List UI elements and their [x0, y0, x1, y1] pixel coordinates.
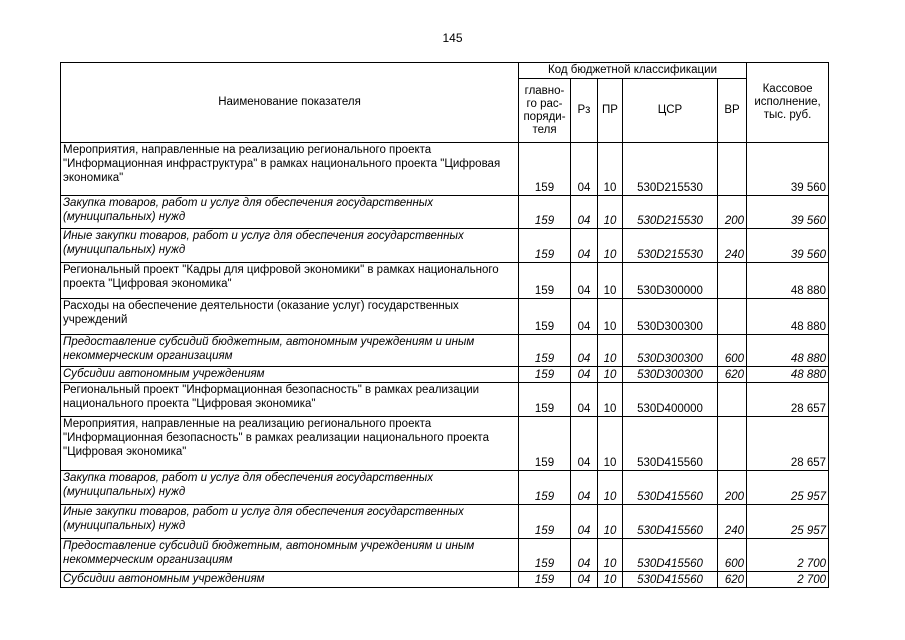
row-vr-cell [718, 383, 747, 417]
row-pr-cell: 10 [598, 572, 623, 588]
row-amount-cell: 28 657 [747, 383, 829, 417]
row-csr-cell: 530D215530 [623, 229, 718, 263]
row-csr-cell: 530D215530 [623, 196, 718, 229]
header-glrs [519, 79, 571, 143]
row-pr-cell: 10 [598, 143, 623, 196]
row-name-cell: Региональный проект "Кадры для цифровой экономики" в рамках национального проекта "Цифровая экономика" [61, 263, 519, 299]
row-pr-cell: 10 [598, 539, 623, 572]
row-pr-cell: 10 [598, 335, 623, 367]
row-glrs-cell: 159 [519, 572, 571, 588]
row-vr-cell [718, 299, 747, 335]
table-row [61, 229, 829, 263]
header-glrs-line: поряди- [523, 110, 566, 123]
header-csr: ЦСР [623, 79, 718, 143]
row-amount-cell: 2 700 [747, 572, 829, 588]
header-code-group: Код бюджетной классификации [519, 63, 747, 79]
table-body [61, 143, 829, 588]
row-pr-cell: 10 [598, 383, 623, 417]
row-csr-cell: 530D415560 [623, 572, 718, 588]
header-amount [747, 63, 829, 143]
row-glrs-cell: 159 [519, 539, 571, 572]
table-row [61, 471, 829, 505]
table-row [61, 196, 829, 229]
row-rz-cell: 04 [571, 143, 598, 196]
row-amount-cell: 2 700 [747, 539, 829, 572]
row-rz-cell: 04 [571, 539, 598, 572]
row-vr-cell: 200 [718, 471, 747, 505]
row-name-cell: Субсидии автономным учреждениям [61, 572, 519, 588]
row-name-cell: Предоставление субсидий бюджетным, автономным учреждениям и иным некоммерческим организациям [61, 335, 519, 367]
table-row [61, 505, 829, 539]
row-glrs-cell: 159 [519, 263, 571, 299]
row-pr-cell: 10 [598, 196, 623, 229]
row-pr-cell: 10 [598, 417, 623, 471]
row-name-cell: Мероприятия, направленные на реализацию регионального проекта "Информационная инфраструктура" в рамках национального проекта "Цифровая экономика" [61, 143, 519, 196]
row-csr-cell: 530D415560 [623, 505, 718, 539]
row-name-cell: Региональный проект "Информационная безопасность" в рамках реализации национального проекта "Цифровая экономика" [61, 383, 519, 417]
row-glrs-cell: 159 [519, 417, 571, 471]
row-rz-cell: 04 [571, 299, 598, 335]
row-pr-cell: 10 [598, 229, 623, 263]
row-csr-cell: 530D415560 [623, 471, 718, 505]
row-amount-cell: 48 880 [747, 367, 829, 383]
header-glrs-line: теля [532, 123, 557, 136]
row-csr-cell: 530D400000 [623, 383, 718, 417]
row-amount-cell: 48 880 [747, 335, 829, 367]
row-vr-cell [718, 263, 747, 299]
row-pr-cell: 10 [598, 299, 623, 335]
row-csr-cell: 530D215530 [623, 143, 718, 196]
table-row [61, 299, 829, 335]
row-rz-cell: 04 [571, 383, 598, 417]
row-pr-cell: 10 [598, 367, 623, 383]
row-pr-cell: 10 [598, 471, 623, 505]
row-amount-cell: 25 957 [747, 505, 829, 539]
budget-table [60, 62, 829, 588]
row-pr-cell: 10 [598, 505, 623, 539]
row-amount-cell: 48 880 [747, 299, 829, 335]
table-row [61, 383, 829, 417]
row-name-cell: Субсидии автономным учреждениям [61, 367, 519, 383]
row-name-cell: Предоставление субсидий бюджетным, автономным учреждениям и иным некоммерческим организациям [61, 539, 519, 572]
table-row [61, 572, 829, 588]
header-rz: Рз [571, 79, 598, 143]
row-name-cell: Иные закупки товаров, работ и услуг для обеспечения государственных (муниципальных) нужд [61, 229, 519, 263]
table-row [61, 335, 829, 367]
row-rz-cell: 04 [571, 229, 598, 263]
row-glrs-cell: 159 [519, 196, 571, 229]
table-row [61, 417, 829, 471]
row-vr-cell [718, 143, 747, 196]
row-rz-cell: 04 [571, 572, 598, 588]
row-name-cell: Расходы на обеспечение деятельности (оказание услуг) государственных учреждений [61, 299, 519, 335]
row-rz-cell: 04 [571, 471, 598, 505]
row-csr-cell: 530D300300 [623, 299, 718, 335]
row-amount-cell: 25 957 [747, 471, 829, 505]
row-vr-cell: 200 [718, 196, 747, 229]
row-csr-cell: 530D415560 [623, 417, 718, 471]
row-amount-cell: 39 560 [747, 143, 829, 196]
row-name-cell: Закупка товаров, работ и услуг для обеспечения государственных (муниципальных) нужд [61, 471, 519, 505]
header-glrs-line: главно- [524, 84, 565, 97]
row-vr-cell: 620 [718, 572, 747, 588]
row-rz-cell: 04 [571, 335, 598, 367]
row-rz-cell: 04 [571, 417, 598, 471]
row-name-cell: Закупка товаров, работ и услуг для обеспечения государственных (муниципальных) нужд [61, 196, 519, 229]
row-glrs-cell: 159 [519, 143, 571, 196]
row-glrs-cell: 159 [519, 335, 571, 367]
row-csr-cell: 530D300300 [623, 335, 718, 367]
row-pr-cell: 10 [598, 263, 623, 299]
row-glrs-cell: 159 [519, 367, 571, 383]
row-amount-cell: 48 880 [747, 263, 829, 299]
header-amount-line: тыс. руб. [763, 109, 812, 121]
row-amount-cell: 28 657 [747, 417, 829, 471]
row-glrs-cell: 159 [519, 505, 571, 539]
row-name-cell: Мероприятия, направленные на реализацию регионального проекта "Информационная безопасность" в рамках реализации национального проекта "Цифровая экономика" [61, 417, 519, 471]
row-vr-cell: 600 [718, 335, 747, 367]
row-vr-cell: 620 [718, 367, 747, 383]
row-vr-cell [718, 417, 747, 471]
row-vr-cell: 240 [718, 229, 747, 263]
row-glrs-cell: 159 [519, 229, 571, 263]
row-amount-cell: 39 560 [747, 229, 829, 263]
header-amount-line: исполнение, [754, 96, 821, 108]
row-rz-cell: 04 [571, 505, 598, 539]
table-row [61, 263, 829, 299]
row-glrs-cell: 159 [519, 383, 571, 417]
row-csr-cell: 530D300000 [623, 263, 718, 299]
header-pr: ПР [598, 79, 623, 143]
table-row [61, 539, 829, 572]
row-rz-cell: 04 [571, 367, 598, 383]
table-row [61, 143, 829, 196]
header-amount-line: Кассовое [762, 83, 813, 95]
row-rz-cell: 04 [571, 196, 598, 229]
header-name: Наименование показателя [61, 63, 519, 143]
row-name-cell: Иные закупки товаров, работ и услуг для обеспечения государственных (муниципальных) нужд [61, 505, 519, 539]
table-row [61, 367, 829, 383]
header-glrs-line: го рас- [526, 97, 563, 110]
row-csr-cell: 530D415560 [623, 539, 718, 572]
header-vr: ВР [718, 79, 747, 143]
row-csr-cell: 530D300300 [623, 367, 718, 383]
row-vr-cell: 600 [718, 539, 747, 572]
row-vr-cell: 240 [718, 505, 747, 539]
page-number: 145 [442, 31, 463, 45]
row-glrs-cell: 159 [519, 471, 571, 505]
row-glrs-cell: 159 [519, 299, 571, 335]
row-rz-cell: 04 [571, 263, 598, 299]
row-amount-cell: 39 560 [747, 196, 829, 229]
